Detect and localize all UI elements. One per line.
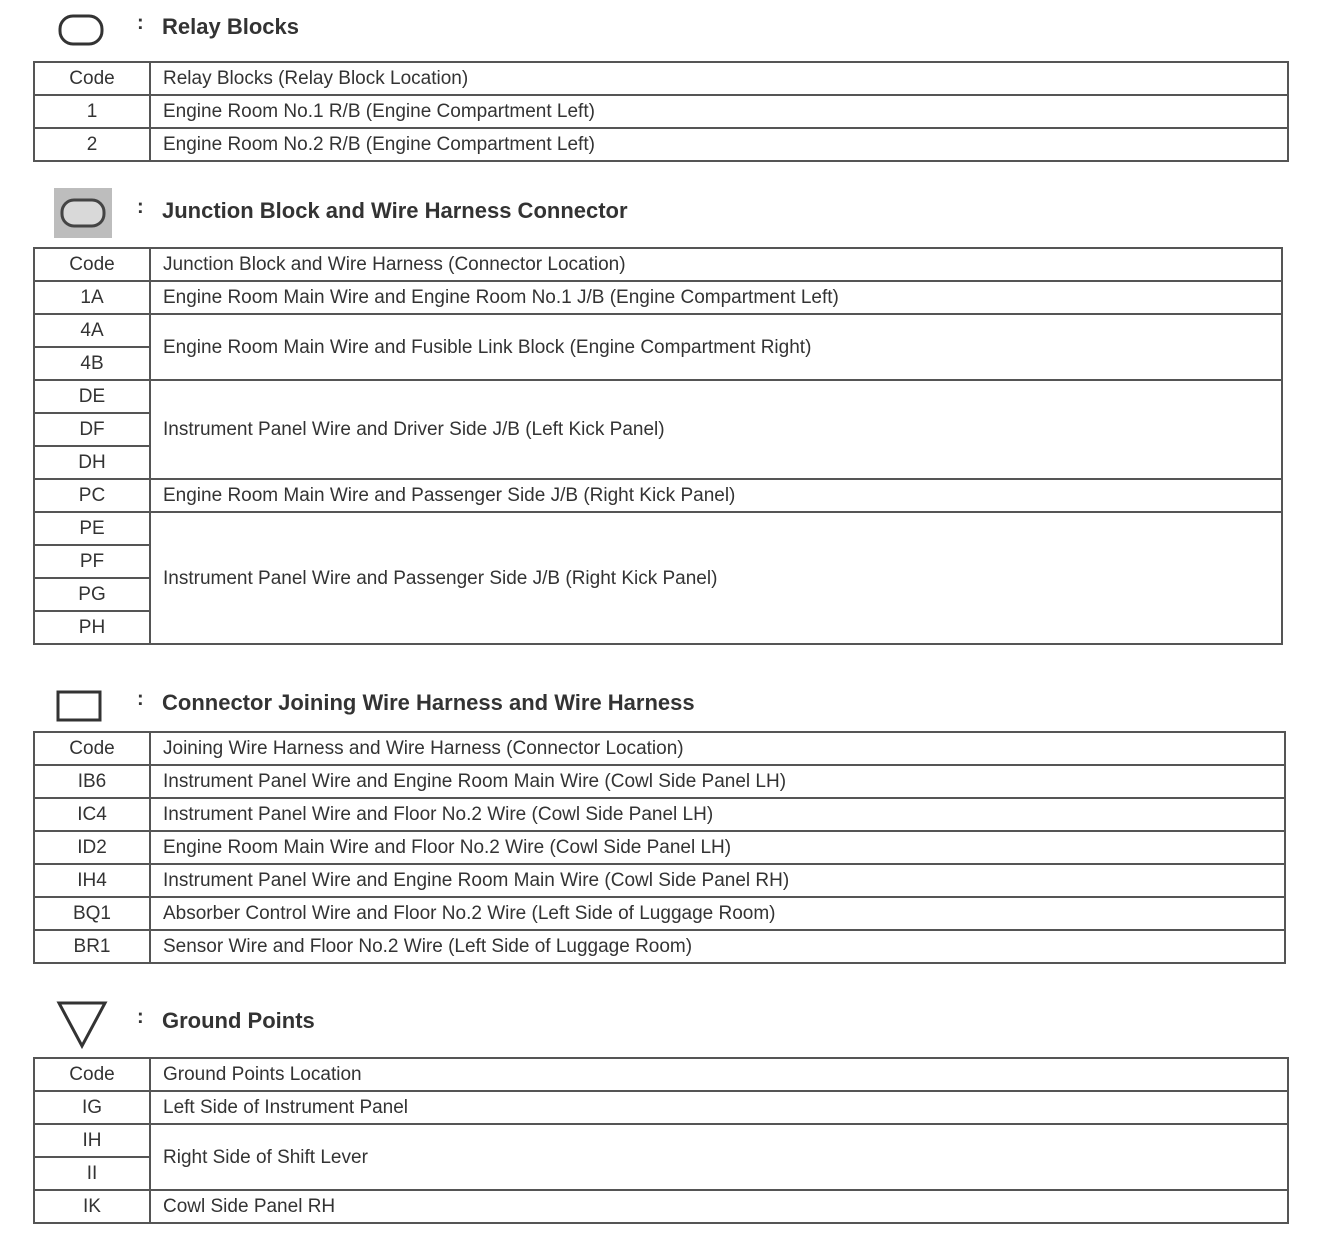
table-row (34, 930, 1285, 963)
table-row (34, 1124, 1288, 1157)
row-code: 1A (34, 281, 150, 314)
row-desc: Engine Room No.2 R/B (Engine Compartment Left) (150, 128, 1288, 161)
row-desc: Engine Room Main Wire and Passenger Side J/B (Right Kick Panel) (150, 479, 1282, 512)
table-header-row (34, 248, 1282, 281)
section-title: Relay Blocks (162, 14, 299, 39)
row-desc: Absorber Control Wire and Floor No.2 Wire (Left Side of Luggage Room) (150, 897, 1285, 930)
section-title: Junction Block and Wire Harness Connector (162, 198, 628, 223)
row-code: DE (34, 380, 150, 413)
header-code: Code (34, 62, 150, 95)
header-code: Code (34, 732, 150, 765)
table-row (34, 479, 1282, 512)
header-code: Code (34, 1058, 150, 1091)
row-code: BR1 (34, 930, 150, 963)
table-header-row (34, 732, 1285, 765)
header-desc: Relay Blocks (Relay Block Location) (150, 62, 1288, 95)
row-code: II (34, 1157, 150, 1190)
table-row (34, 1091, 1288, 1124)
junction-block-table (33, 247, 1283, 645)
row-desc: Instrument Panel Wire and Floor No.2 Wire (Cowl Side Panel LH) (150, 798, 1285, 831)
connector-joining-table (33, 731, 1286, 964)
row-desc: Engine Room Main Wire and Fusible Link Block (Engine Compartment Right) (150, 314, 1282, 380)
row-code: DH (34, 446, 150, 479)
row-desc: Instrument Panel Wire and Engine Room Main Wire (Cowl Side Panel LH) (150, 765, 1285, 798)
colon: : (137, 196, 144, 218)
row-code: ID2 (34, 831, 150, 864)
table-row (34, 864, 1285, 897)
row-desc: Sensor Wire and Floor No.2 Wire (Left Side of Luggage Room) (150, 930, 1285, 963)
row-desc: Engine Room Main Wire and Engine Room No.1 J/B (Engine Compartment Left) (150, 281, 1282, 314)
header-desc: Ground Points Location (150, 1058, 1288, 1091)
row-code: IC4 (34, 798, 150, 831)
row-code: PH (34, 611, 150, 644)
table-row (34, 798, 1285, 831)
triangle-down-icon (56, 1000, 108, 1055)
ground-points-table (33, 1057, 1289, 1224)
colon: : (137, 688, 144, 710)
section-title: Connector Joining Wire Harness and Wire Harness (162, 690, 695, 715)
table-row (34, 314, 1282, 347)
rounded-rectangle-icon (58, 13, 104, 52)
row-code: 4B (34, 347, 150, 380)
row-desc: Cowl Side Panel RH (150, 1190, 1288, 1223)
row-code: IG (34, 1091, 150, 1124)
row-code: IH (34, 1124, 150, 1157)
header-desc: Junction Block and Wire Harness (Connector Location) (150, 248, 1282, 281)
header-code: Code (34, 248, 150, 281)
table-row (34, 128, 1288, 161)
row-desc: Right Side of Shift Lever (150, 1124, 1288, 1190)
section-title: Ground Points (162, 1008, 315, 1033)
row-code: IH4 (34, 864, 150, 897)
table-row (34, 380, 1282, 413)
colon: : (137, 1006, 144, 1028)
table-row (34, 831, 1285, 864)
row-code: 1 (34, 95, 150, 128)
row-code: PF (34, 545, 150, 578)
row-code: PG (34, 578, 150, 611)
row-code: IK (34, 1190, 150, 1223)
row-desc: Instrument Panel Wire and Engine Room Main Wire (Cowl Side Panel RH) (150, 864, 1285, 897)
row-code: BQ1 (34, 897, 150, 930)
row-desc: Engine Room Main Wire and Floor No.2 Wire (Cowl Side Panel LH) (150, 831, 1285, 864)
row-code: 2 (34, 128, 150, 161)
table-header-row (34, 1058, 1288, 1091)
table-header-row (34, 62, 1288, 95)
rectangle-icon (56, 690, 102, 727)
row-code: 4A (34, 314, 150, 347)
table-row (34, 512, 1282, 545)
row-desc: Left Side of Instrument Panel (150, 1091, 1288, 1124)
row-desc: Instrument Panel Wire and Driver Side J/B (Left Kick Panel) (150, 380, 1282, 479)
header-desc: Joining Wire Harness and Wire Harness (Connector Location) (150, 732, 1285, 765)
table-row (34, 281, 1282, 314)
row-code: PE (34, 512, 150, 545)
shaded-rounded-rectangle-icon (54, 188, 112, 243)
row-desc: Instrument Panel Wire and Passenger Side J/B (Right Kick Panel) (150, 512, 1282, 644)
colon: : (137, 12, 144, 34)
row-code: DF (34, 413, 150, 446)
table-row (34, 765, 1285, 798)
table-row (34, 95, 1288, 128)
relay-blocks-table (33, 61, 1289, 162)
row-code: IB6 (34, 765, 150, 798)
row-desc: Engine Room No.1 R/B (Engine Compartment Left) (150, 95, 1288, 128)
table-row (34, 1190, 1288, 1223)
row-code: PC (34, 479, 150, 512)
table-row (34, 897, 1285, 930)
